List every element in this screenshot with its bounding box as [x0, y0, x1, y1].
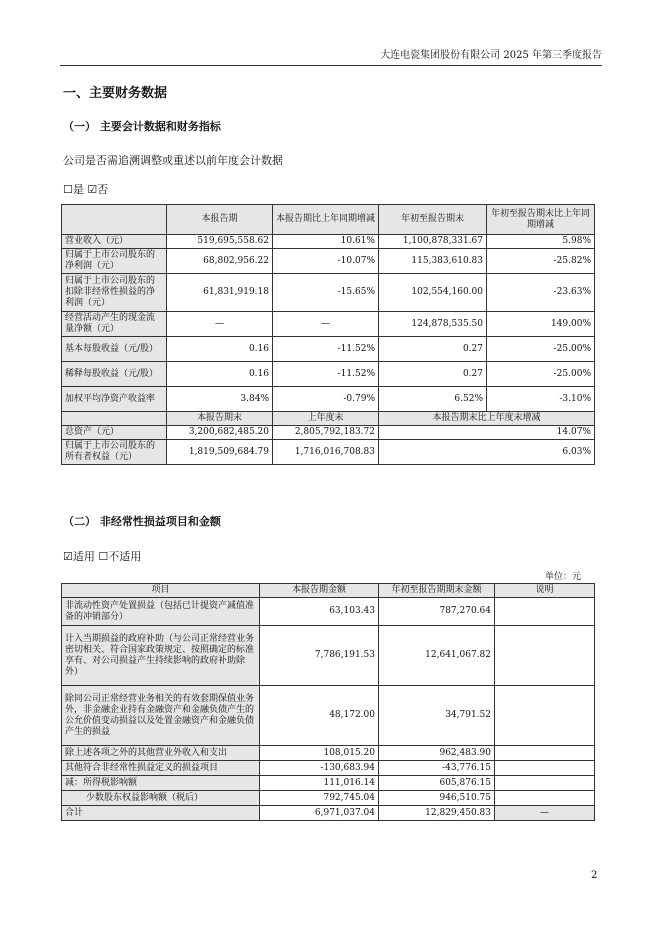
cell-value: 63,103.43: [260, 598, 379, 626]
cell-value: 792,745.04: [260, 791, 379, 806]
cell-value: 0.16: [167, 337, 273, 362]
table-row: [62, 274, 595, 312]
row-label: 归属于上市公司股东的所有者权益（元）: [62, 440, 167, 465]
table-row: [62, 686, 595, 746]
table-row: [62, 249, 595, 274]
row-label: 稀释每股收益（元/股）: [62, 362, 167, 387]
cell-note: [495, 776, 595, 791]
cell-value: 0.27: [379, 337, 487, 362]
row-label: 除同公司正常经营业务相关的有效套期保值业务外，非金融企业持有金融资产和金融负债产生的公允价值变动损益以及处置金融资产和金融负债产生的损益: [62, 686, 260, 746]
unit-label: 单位：元: [545, 572, 582, 582]
cell-value: 3.84%: [167, 387, 273, 412]
cell-value: 14.07%: [379, 426, 595, 440]
cell-value: 12,829,450.83: [379, 806, 495, 821]
cell-value: 3,200,682,485.20: [167, 426, 273, 440]
cell-value: 6,971,037.04: [260, 806, 379, 821]
row-label: 计入当期损益的政府补助（与公司正常经营业务密切相关、符合国家政策规定、按照确定的标准享有、对公司损益产生持续影响的政府补助除外）: [62, 626, 260, 686]
cell-value: 115,383,610.83: [379, 249, 487, 274]
cell-value: -23.63%: [487, 274, 595, 312]
row-label: 归属于上市公司股东的扣除非经常性损益的净利润（元）: [62, 274, 167, 312]
cell-value: -11.52%: [273, 337, 379, 362]
cell-value: 1,100,878,331.67: [379, 235, 487, 249]
cell-value: 5.98%: [487, 235, 595, 249]
cell-value: 10.61%: [273, 235, 379, 249]
table-row: [62, 746, 595, 761]
applicability-options: ☑适用 ☐不适用: [63, 550, 142, 563]
table1-header-cell: 本报告期比上年同期增减: [273, 205, 379, 235]
cell-value: —: [273, 312, 379, 337]
table1-header-cell: 本报告期: [167, 205, 273, 235]
table-row: [62, 387, 595, 412]
cell-value: 7,786,191.53: [260, 626, 379, 686]
cell-value: -15.65%: [273, 274, 379, 312]
row-label: 总资产（元）: [62, 426, 167, 440]
restatement-question: 公司是否需追溯调整或重述以前年度会计数据: [63, 154, 283, 167]
table-row: [62, 312, 595, 337]
row-label: 归属于上市公司股东的净利润（元）: [62, 249, 167, 274]
cell-value: 68,802,956.22: [167, 249, 273, 274]
cell-value: 2,805,792,183.72: [273, 426, 379, 440]
table2-header-cell: 项目: [62, 584, 260, 598]
table2-header-cell: 年初至报告期期末金额: [379, 584, 495, 598]
row-label: 少数股东权益影响额（税后）: [62, 791, 260, 806]
cell-value: 108,015.20: [260, 746, 379, 761]
cell-value: 48,172.00: [260, 686, 379, 746]
cell-note: —: [495, 806, 595, 821]
table1-header-cell: 上年度末: [273, 412, 379, 426]
cell-value: 605,876.15: [379, 776, 495, 791]
row-label: 其他符合非经常性损益定义的损益项目: [62, 761, 260, 776]
cell-value: 124,878,535.50: [379, 312, 487, 337]
table1-header-cell: 本报告期末比上年度末增减: [379, 412, 595, 426]
cell-note: [495, 761, 595, 776]
cell-value: 1,716,016,708.83: [273, 440, 379, 465]
table1-header-cell: [62, 412, 167, 426]
cell-value: 962,483.90: [379, 746, 495, 761]
table-row: [62, 362, 595, 387]
cell-value: —: [167, 312, 273, 337]
table2-header-cell: 本报告期金额: [260, 584, 379, 598]
page-number: 2: [591, 870, 598, 881]
cell-value: 111,016.14: [260, 776, 379, 791]
row-label: 基本每股收益（元/股）: [62, 337, 167, 362]
table-row: [62, 426, 595, 440]
cell-value: -130,683.94: [260, 761, 379, 776]
table-row: [62, 235, 595, 249]
cell-note: [495, 626, 595, 686]
row-label: 合计: [62, 806, 260, 821]
cell-value: -25.00%: [487, 337, 595, 362]
cell-value: -25.82%: [487, 249, 595, 274]
cell-value: 34,791.52: [379, 686, 495, 746]
cell-note: [495, 791, 595, 806]
table-row: [62, 806, 595, 821]
table1-header-cell: 年初至报告期末比上年同期增减: [487, 205, 595, 235]
cell-note: [495, 746, 595, 761]
cell-value: -0.79%: [273, 387, 379, 412]
non-recurring-items-table: [61, 583, 595, 821]
cell-value: 0.16: [167, 362, 273, 387]
cell-value: 6.52%: [379, 387, 487, 412]
section-title: 一、主要财务数据: [63, 86, 168, 101]
cell-value: 519,695,558.62: [167, 235, 273, 249]
row-label: 营业收入（元）: [62, 235, 167, 249]
table-row: [62, 598, 595, 626]
cell-value: 787,270.64: [379, 598, 495, 626]
financial-data-table: [61, 204, 595, 465]
table1-header-cell: [62, 205, 167, 235]
cell-value: 0.27: [379, 362, 487, 387]
cell-value: -11.52%: [273, 362, 379, 387]
table-row: [62, 440, 595, 465]
cell-note: [495, 598, 595, 626]
page-header: 大连电瓷集团股份有限公司 2025 年第三季度报告: [60, 46, 602, 66]
cell-value: 946,510.75: [379, 791, 495, 806]
table-row: [62, 776, 595, 791]
table1-header-cell: 年初至报告期末: [379, 205, 487, 235]
cell-value: -43,776.15: [379, 761, 495, 776]
cell-value: -25.00%: [487, 362, 595, 387]
row-label: 减：所得税影响额: [62, 776, 260, 791]
cell-value: -10.07%: [273, 249, 379, 274]
cell-value: -3.10%: [487, 387, 595, 412]
table-row: [62, 626, 595, 686]
table-row: [62, 761, 595, 776]
cell-value: 12,641,067.82: [379, 626, 495, 686]
cell-value: 6.03%: [379, 440, 595, 465]
row-label: 经营活动产生的现金流量净额（元）: [62, 312, 167, 337]
table1-header-cell: 本报告期末: [167, 412, 273, 426]
cell-value: 149.00%: [487, 312, 595, 337]
row-label: 除上述各项之外的其他营业外收入和支出: [62, 746, 260, 761]
subsection-title-1: （一） 主要会计数据和财务指标: [63, 120, 221, 133]
row-label: 非流动性资产处置损益（包括已计提资产减值准备的冲销部分）: [62, 598, 260, 626]
cell-value: 61,831,919.18: [167, 274, 273, 312]
subsection-title-2: （二） 非经常性损益项目和金额: [63, 515, 221, 528]
cell-note: [495, 686, 595, 746]
cell-value: 1,819,509,684.79: [167, 440, 273, 465]
cell-value: 102,554,160.00: [379, 274, 487, 312]
table2-header-cell: 说明: [495, 584, 595, 598]
restatement-options: ☐是 ☑否: [63, 183, 109, 196]
table-row: [62, 791, 595, 806]
row-label: 加权平均净资产收益率: [62, 387, 167, 412]
table-row: [62, 337, 595, 362]
